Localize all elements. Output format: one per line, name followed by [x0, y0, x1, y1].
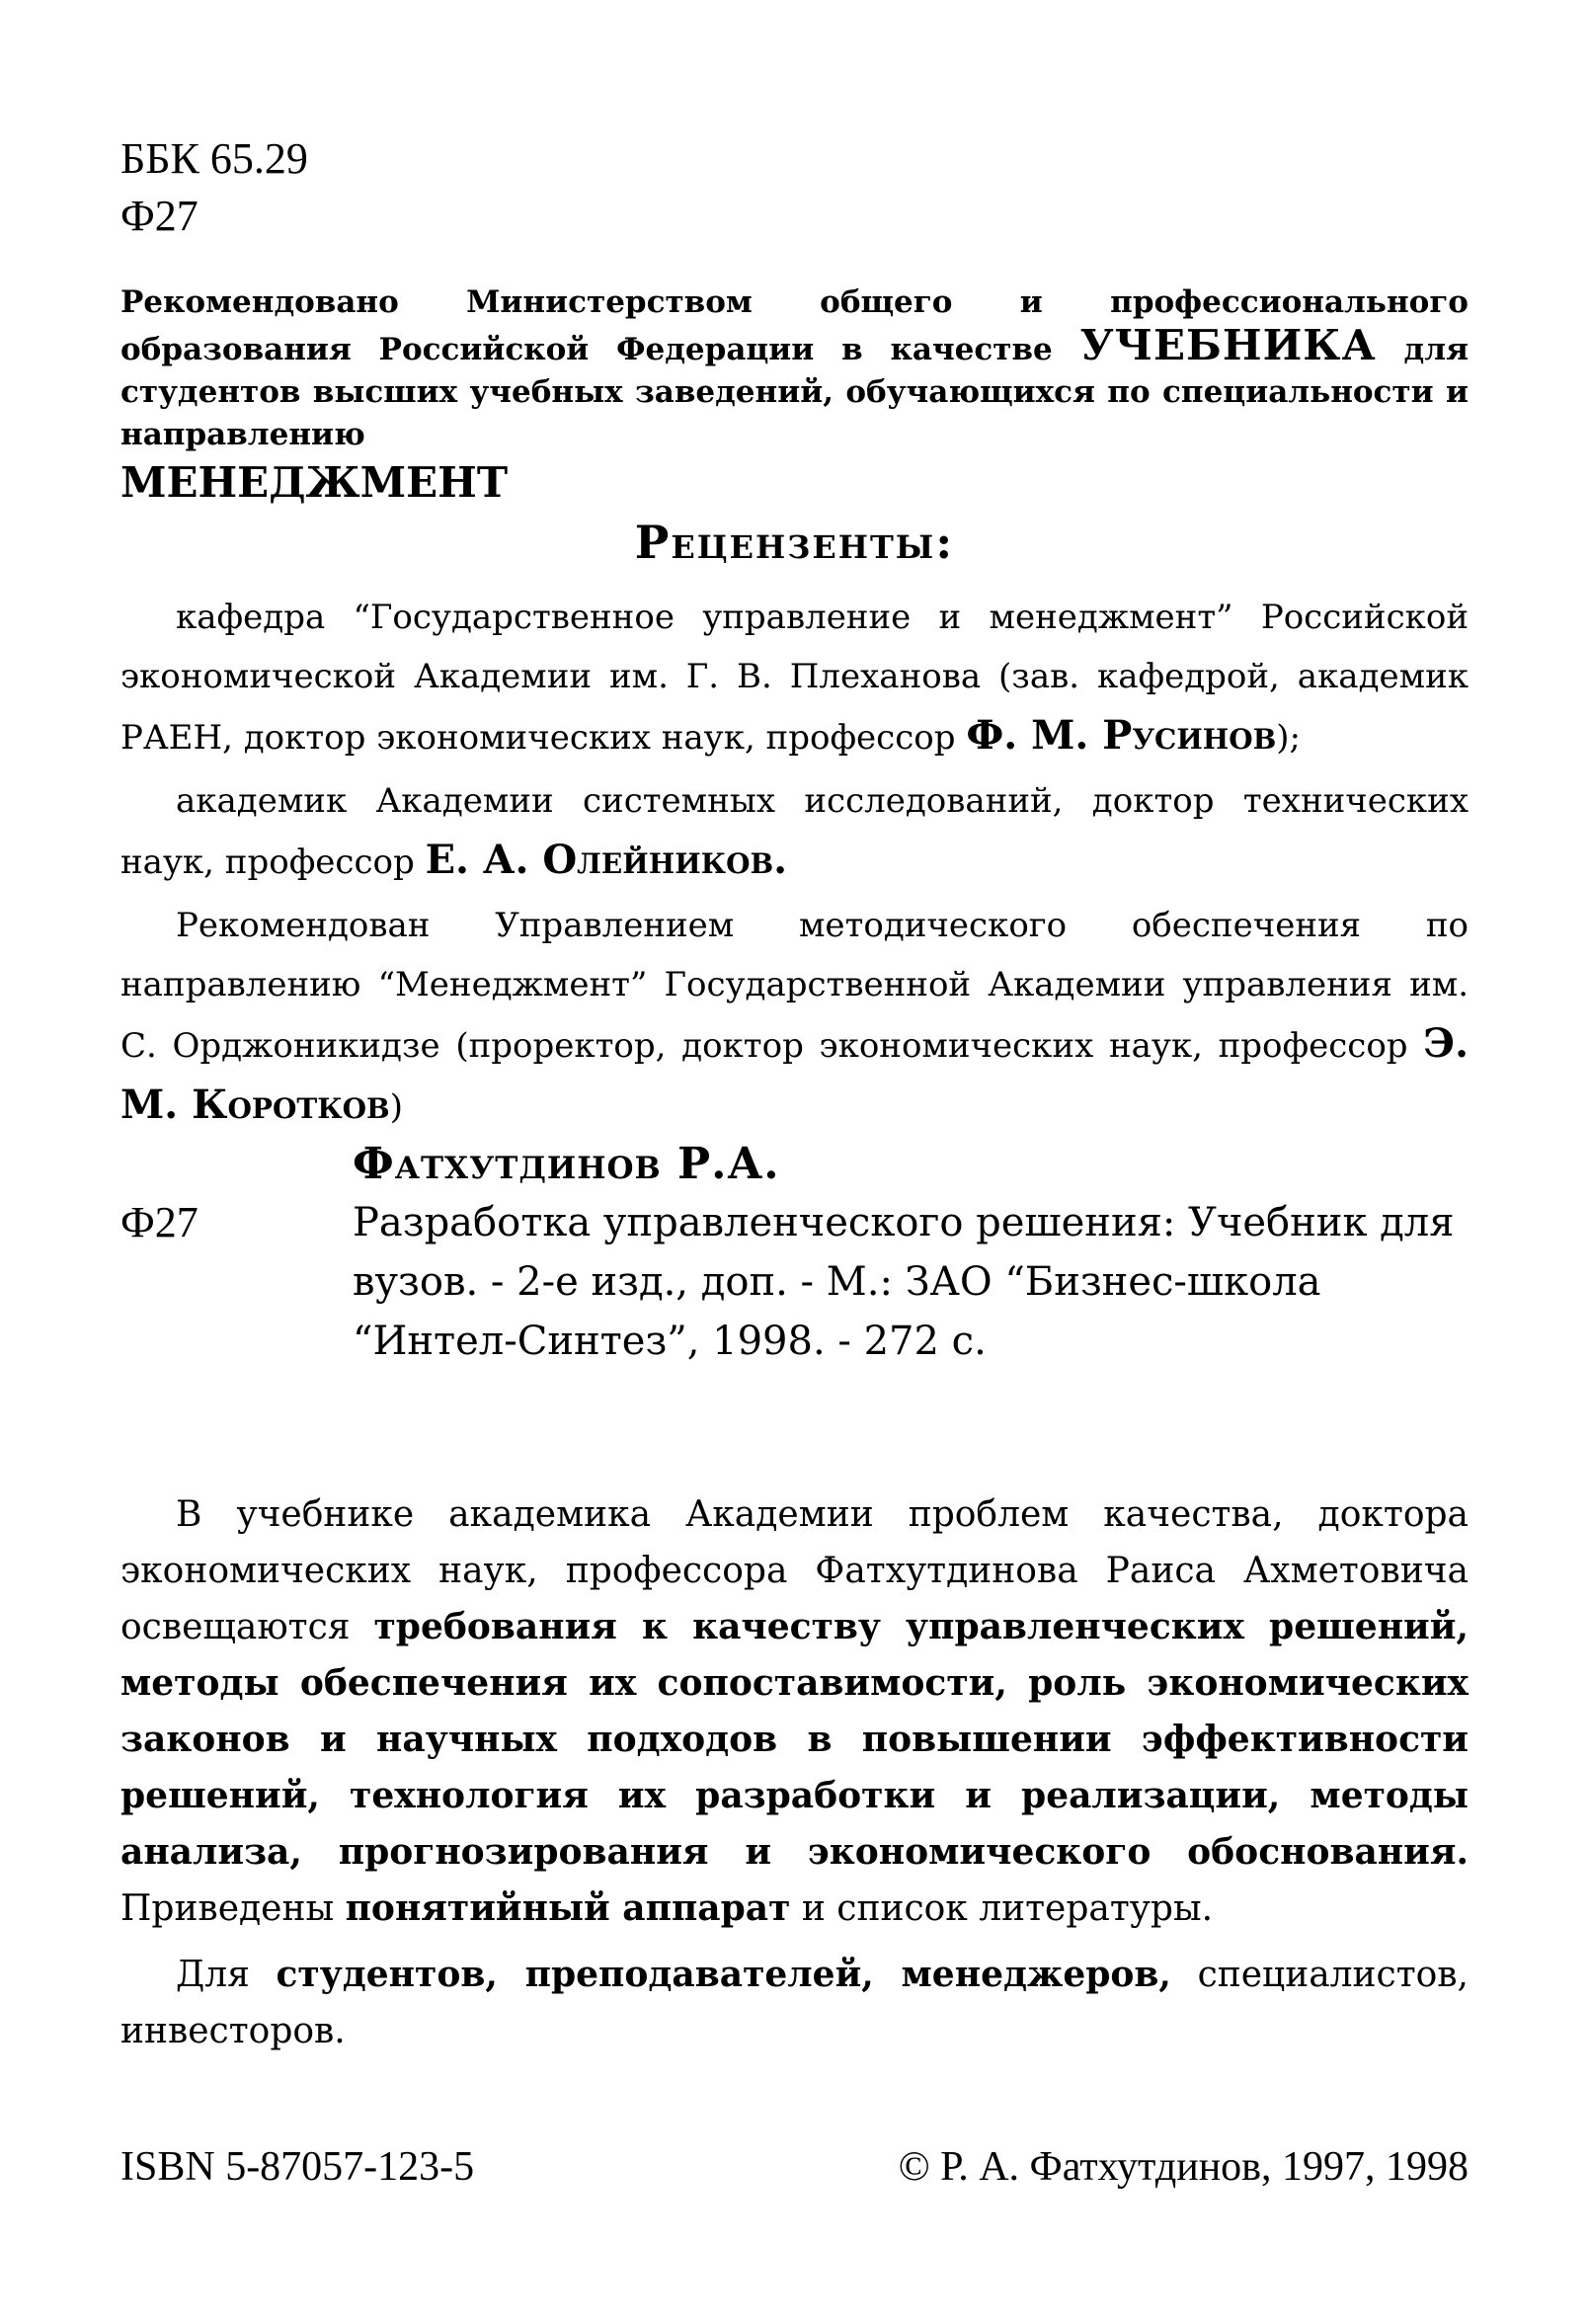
reviewer-suffix: ): [389, 1087, 403, 1127]
reviewer-text: академик Академии системных исследований, доктор технических наук, профессор: [120, 781, 1469, 882]
catalog-description: Разработка управленческого решения: Учебник для вузов. - 2-е изд., доп. - М.: ЗАО “Бизнес-школа “Интел-Синтез”, 1998. - 272 с.: [353, 1200, 1455, 1364]
recommendation-text-start: Рекомендовано Министерством общего и профессионального образования Российской Федерации в качестве: [120, 284, 1469, 367]
abstract-p1-mid: Приведены: [120, 1888, 346, 1929]
abstract-p1-end: и список литературы.: [790, 1888, 1214, 1929]
reviewer-name: Э. М. Коротков: [120, 1020, 1469, 1128]
reviewers-heading: Рецензенты:: [634, 516, 955, 569]
reviewer-item: [120, 896, 1469, 1137]
reviewer-text: кафедра “Государственное управление и менеджмент” Российской экономической Академии им. Г. В. Плеханова (зав. кафедрой, академик РАЕН, доктор экономических наук, профессор: [120, 598, 1469, 758]
reviewer-text: Рекомендован Управлением методического обеспечения по направлению “Менеджмент” Государственной Академии управления им. С. Орджоникидзе (проректор, доктор экономических наук, профессор: [120, 906, 1469, 1066]
abstract: [120, 1486, 1469, 2069]
bbk-block: [120, 130, 308, 245]
abstract-p1-bold: требования к качеству управленческих решений, методы обеспечения их сопоставимости, роль экономических законов и научных подходов в повышении эффективности решений, технология их разработки и реализации, методы анализа, прогнозирования и экономического обоснования.: [120, 1606, 1469, 1873]
recommendation-text-end: для студентов высших учебных заведений, обучающихся по специальности и направлению: [120, 332, 1469, 452]
reviewer-item: [120, 771, 1469, 892]
catalog-code: Ф27: [120, 1198, 199, 1246]
abstract-paragraph: [120, 1947, 1469, 2059]
abstract-p1-start: В учебнике академика Академии проблем качества, доктора экономических наук, профессора Фатхутдинова Раиса Ахметовича освещаются: [120, 1494, 1469, 1647]
isbn: ISBN 5-87057-123-5: [120, 2144, 475, 2190]
reviewer-name: Е. А. Олейников.: [425, 837, 788, 883]
catalog-author: Фатхутдинов Р.А.: [353, 1139, 780, 1189]
recommendation-field: МЕНЕДЖМЕНТ: [120, 458, 509, 507]
abstract-p2-end: специалистов, инвесторов.: [120, 1955, 1469, 2051]
abstract-paragraph: [120, 1486, 1469, 1937]
abstract-p2-bold: студентов, преподавателей, менеджеров,: [276, 1954, 1171, 1995]
reviewer-suffix: );: [1276, 718, 1302, 758]
bbk-author-mark: Ф27: [120, 192, 199, 240]
abstract-p1-bold2: понятийный аппарат: [345, 1887, 791, 1929]
reviewer-item: [120, 588, 1469, 767]
copyright: © Р. А. Фатхутдинов, 1997, 1998: [898, 2144, 1469, 2190]
recommendation-emphasis: УЧЕБНИКА: [1079, 321, 1377, 369]
ministry-recommendation: [120, 281, 1469, 510]
reviewers-list: [120, 588, 1469, 1141]
bbk-code: ББК 65.29: [120, 134, 308, 183]
reviewer-name: Ф. М. Русинов: [966, 712, 1277, 759]
abstract-p2-start: Для: [176, 1955, 277, 1995]
